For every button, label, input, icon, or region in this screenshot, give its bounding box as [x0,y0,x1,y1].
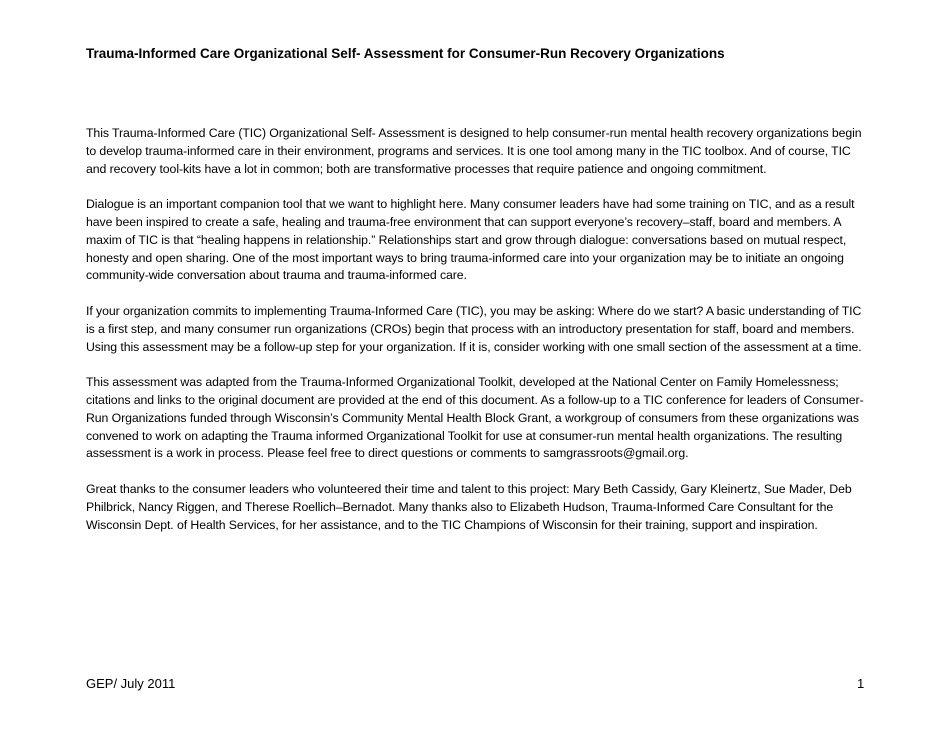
paragraph-getting-started: If your organization commits to implementing Trauma-Informed Care (TIC), you may be asking: Where do we start? A basic understanding of TIC is a first step, and many consumer run organizations (CROs) begin that process with an introductory presentation for staff, board and members. Using this assessment may be a follow-up step for your organization. If it is, consider working with one small section of the assessment at a time. [86,303,862,354]
document-body [86,125,868,552]
footer-date: GEP/ July 2011 [86,676,176,691]
paragraph-adaptation: This assessment was adapted from the Trauma-Informed Organizational Toolkit, developed at the National Center on Family Homelessness; citations and links to the original document are provided at the end of this document. As a follow-up to a TIC conference for leaders of Consumer-Run Organizations funded through Wisconsin’s Community Mental Health Block Grant, a workgroup of consumers from these organizations was convened to work on adapting the Trauma informed Organizational Toolkit for use at consumer-run mental health organizations. The resulting assessment is a work in process. Please feel free to direct questions or comments to samgrassroots@gmail.org. [86,375,864,461]
page-number: 1 [857,676,865,691]
paragraph-acknowledgements: Great thanks to the consumer leaders who volunteered their time and talent to this project: Mary Beth Cassidy, Gary Kleinertz, Sue Mader, Deb Philbrick, Nancy Riggen, and Therese Roellich–Bernadot. Many thanks also to Elizabeth Hudson, Trauma-Informed Care Consultant for the Wisconsin Dept. of Health Services, for her assistance, and to the TIC Champions of Wisconsin for their training, support and inspiration. [86,481,852,532]
paragraph-dialogue: Dialogue is an important companion tool that we want to highlight here. Many consumer leaders have had some training on TIC, and as a result have been inspired to create a safe, healing and trauma-free environment that can support everyone’s recovery–staff, board and members. A maxim of TIC is that “healing happens in relationship.” Relationships start and grow through dialogue: conversations based on mutual respect, honesty and open sharing. One of the most important ways to bring trauma-informed care into your organization may be to initiate an ongoing community-wide conversation about trauma and trauma-informed care. [86,197,855,283]
paragraph-intro: This Trauma-Informed Care (TIC) Organizational Self- Assessment is designed to help consumer-run mental health recovery organizations begin to develop trauma-informed care in their environment, programs and services. It is one tool among many in the TIC toolbox. And of course, TIC and recovery tool-kits have a lot in common; both are transformative processes that require patience and ongoing commitment. [86,126,862,176]
document-title: Trauma-Informed Care Organizational Self- Assessment for Consumer-Run Recovery Organizations [86,46,725,61]
